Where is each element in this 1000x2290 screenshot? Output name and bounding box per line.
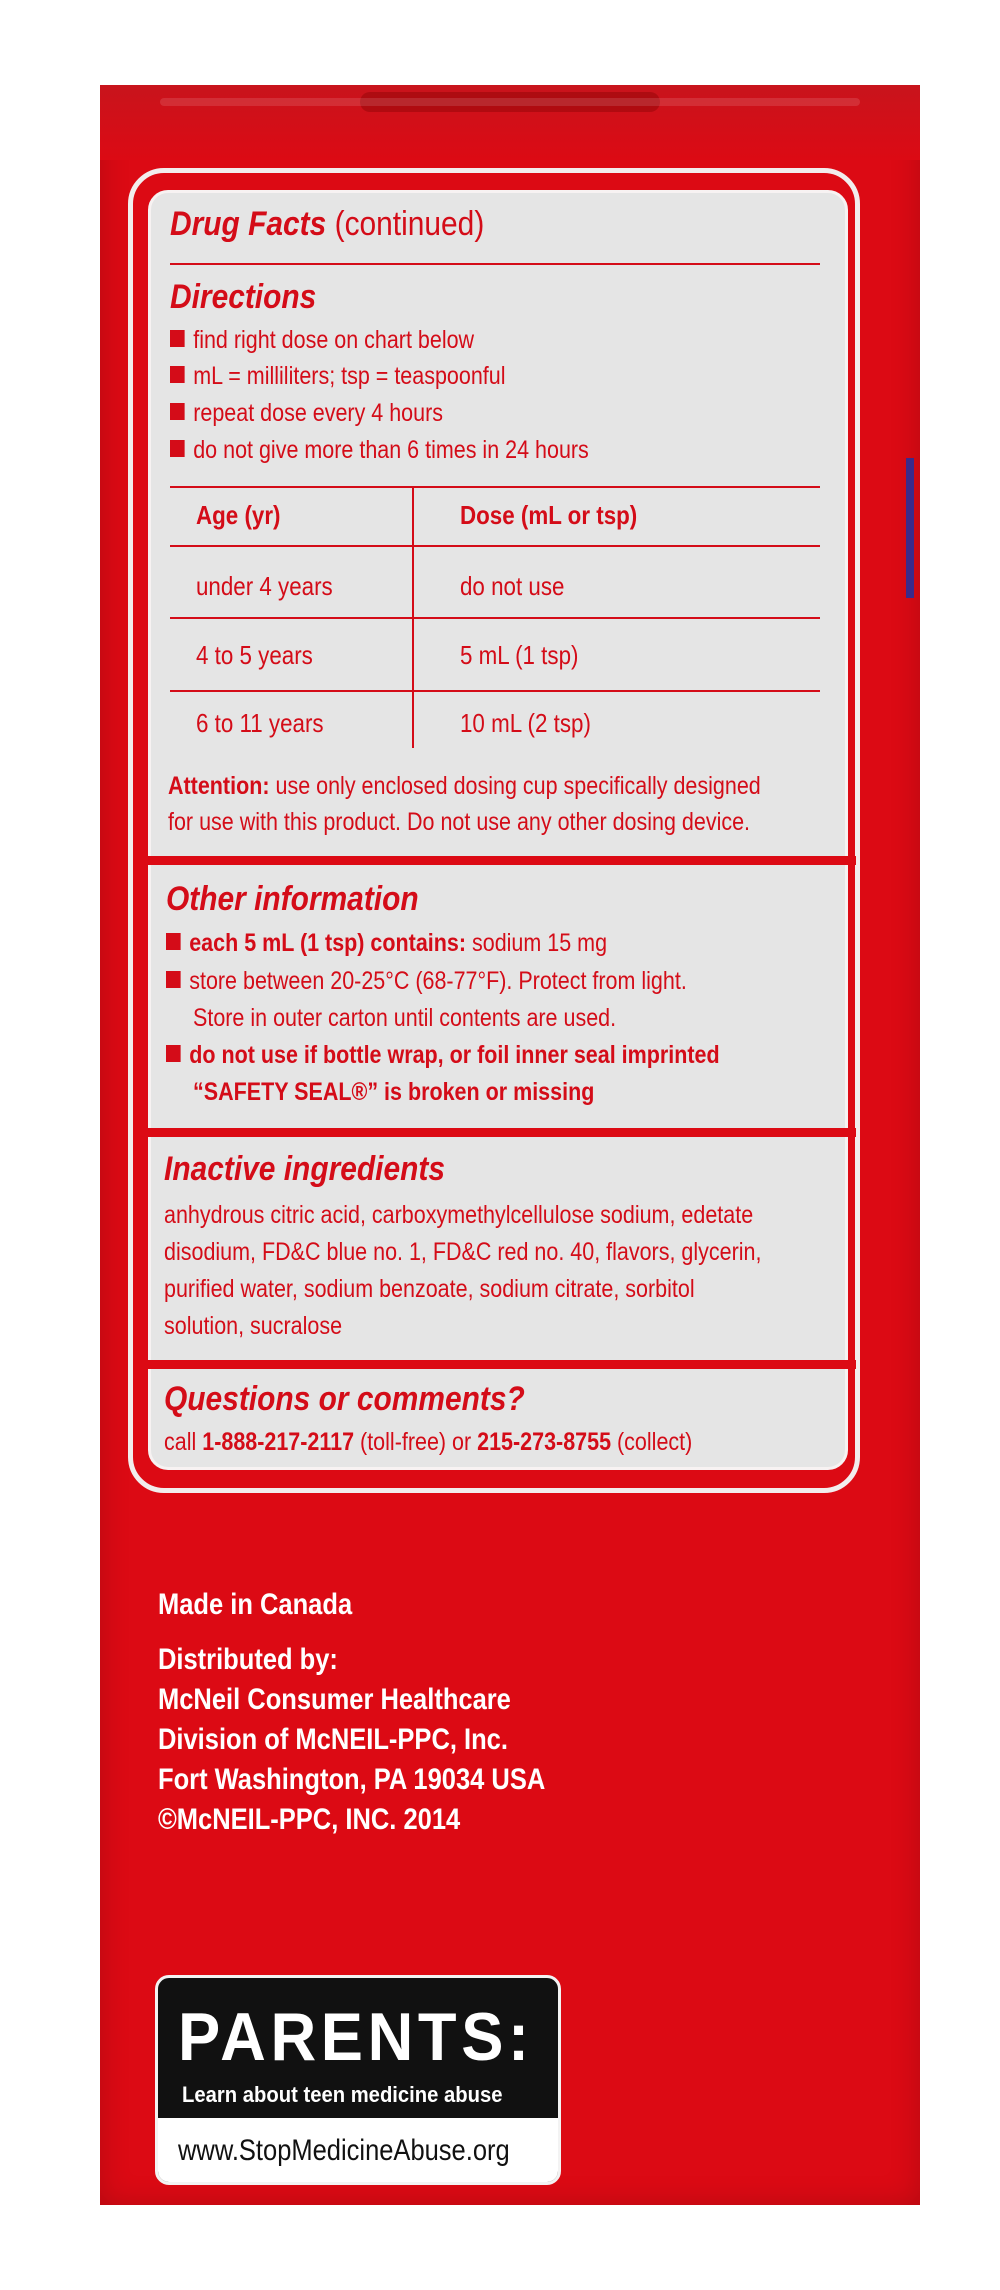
other-info-item: each 5 mL (1 tsp) contains: sodium 15 mg: [166, 929, 607, 958]
title-rule: [170, 263, 820, 265]
inactive-line: purified water, sodium benzoate, sodium citrate, sorbitol: [164, 1275, 695, 1303]
table-cell-age: 6 to 11 years: [196, 708, 324, 738]
inactive-line: solution, sucralose: [164, 1312, 343, 1340]
table-header-age: Age (yr): [196, 500, 281, 530]
table-cell-dose: 10 mL (2 tsp): [460, 708, 591, 738]
directions-bullet: repeat dose every 4 hours: [170, 399, 443, 428]
table-rule: [170, 545, 820, 547]
bullet-square-icon: [170, 330, 185, 347]
phone-collect: 215-273-8755: [477, 1428, 612, 1456]
questions-heading: Questions or comments?: [164, 1380, 525, 1418]
top-flap-highlight: [160, 98, 860, 106]
table-rule: [170, 690, 820, 692]
inactive-heading: Inactive ingredients: [164, 1150, 446, 1188]
parents-badge: [155, 1975, 561, 2185]
section-divider: [140, 856, 856, 865]
section-divider: [140, 1360, 856, 1369]
side-edge-strip: [906, 458, 914, 598]
bullet-square-icon: [170, 440, 185, 457]
other-info-item-cont: Store in outer carton until contents are used.: [193, 1004, 617, 1032]
company-address: Fort Washington, PA 19034 USA: [158, 1763, 546, 1796]
attention-line-1: Attention: use only enclosed dosing cup specifically designed: [168, 772, 761, 800]
other-info-item: do not use if bottle wrap, or foil inner seal imprinted: [166, 1041, 720, 1070]
section-divider: [140, 1128, 856, 1137]
other-info-heading: Other information: [166, 880, 419, 918]
bullet-square-icon: [166, 971, 181, 988]
company-name: McNeil Consumer Healthcare: [158, 1683, 511, 1716]
parents-badge-title: PARENTS:: [178, 1999, 534, 2075]
bullet-square-icon: [170, 403, 185, 420]
directions-bullet: do not give more than 6 times in 24 hours: [170, 436, 589, 465]
other-info-item-cont: “SAFETY SEAL®” is broken or missing: [193, 1078, 595, 1106]
other-info-item: store between 20-25°C (68-77°F). Protect from light.: [166, 967, 687, 996]
parents-badge-subtitle: Learn about teen medicine abuse: [182, 2082, 503, 2107]
table-cell-dose: do not use: [460, 571, 565, 601]
distributed-by-text: Distributed by:: [158, 1643, 338, 1676]
drug-facts-title-text: Drug Facts: [170, 205, 327, 243]
table-column-rule: [412, 486, 414, 748]
table-header-dose: Dose (mL or tsp): [460, 500, 638, 530]
parents-badge-url-bar: [158, 2118, 558, 2185]
made-in-text: Made in Canada: [158, 1588, 353, 1621]
table-cell-dose: 5 mL (1 tsp): [460, 640, 579, 670]
directions-heading: Directions: [170, 278, 317, 316]
drug-facts-title: [170, 205, 484, 244]
parents-badge-url: www.StopMedicineAbuse.org: [178, 2134, 510, 2167]
inactive-line: anhydrous citric acid, carboxymethylcellulose sodium, edetate: [164, 1201, 754, 1229]
table-cell-age: 4 to 5 years: [196, 640, 313, 670]
bullet-square-icon: [166, 1045, 181, 1062]
copyright-text: ©McNEIL-PPC, INC. 2014: [158, 1803, 461, 1836]
attention-line-2: for use with this product. Do not use any other dosing device.: [168, 808, 751, 836]
drug-facts-title-suffix: (continued): [334, 205, 485, 243]
company-division: Division of McNEIL-PPC, Inc.: [158, 1723, 508, 1756]
table-rule: [170, 617, 820, 619]
bullet-square-icon: [166, 933, 181, 950]
inactive-line: disodium, FD&C blue no. 1, FD&C red no. 40, flavors, glycerin,: [164, 1238, 762, 1266]
phone-toll-free: 1-888-217-2117: [202, 1428, 355, 1456]
directions-bullet: mL = milliliters; tsp = teaspoonful: [170, 362, 506, 391]
table-rule: [170, 486, 820, 488]
table-cell-age: under 4 years: [196, 571, 333, 601]
directions-bullet: find right dose on chart below: [170, 326, 474, 355]
questions-phone-line: call 1-888-217-2117 (toll-free) or 215-273-8755 (collect): [164, 1428, 693, 1456]
bullet-square-icon: [170, 366, 185, 383]
